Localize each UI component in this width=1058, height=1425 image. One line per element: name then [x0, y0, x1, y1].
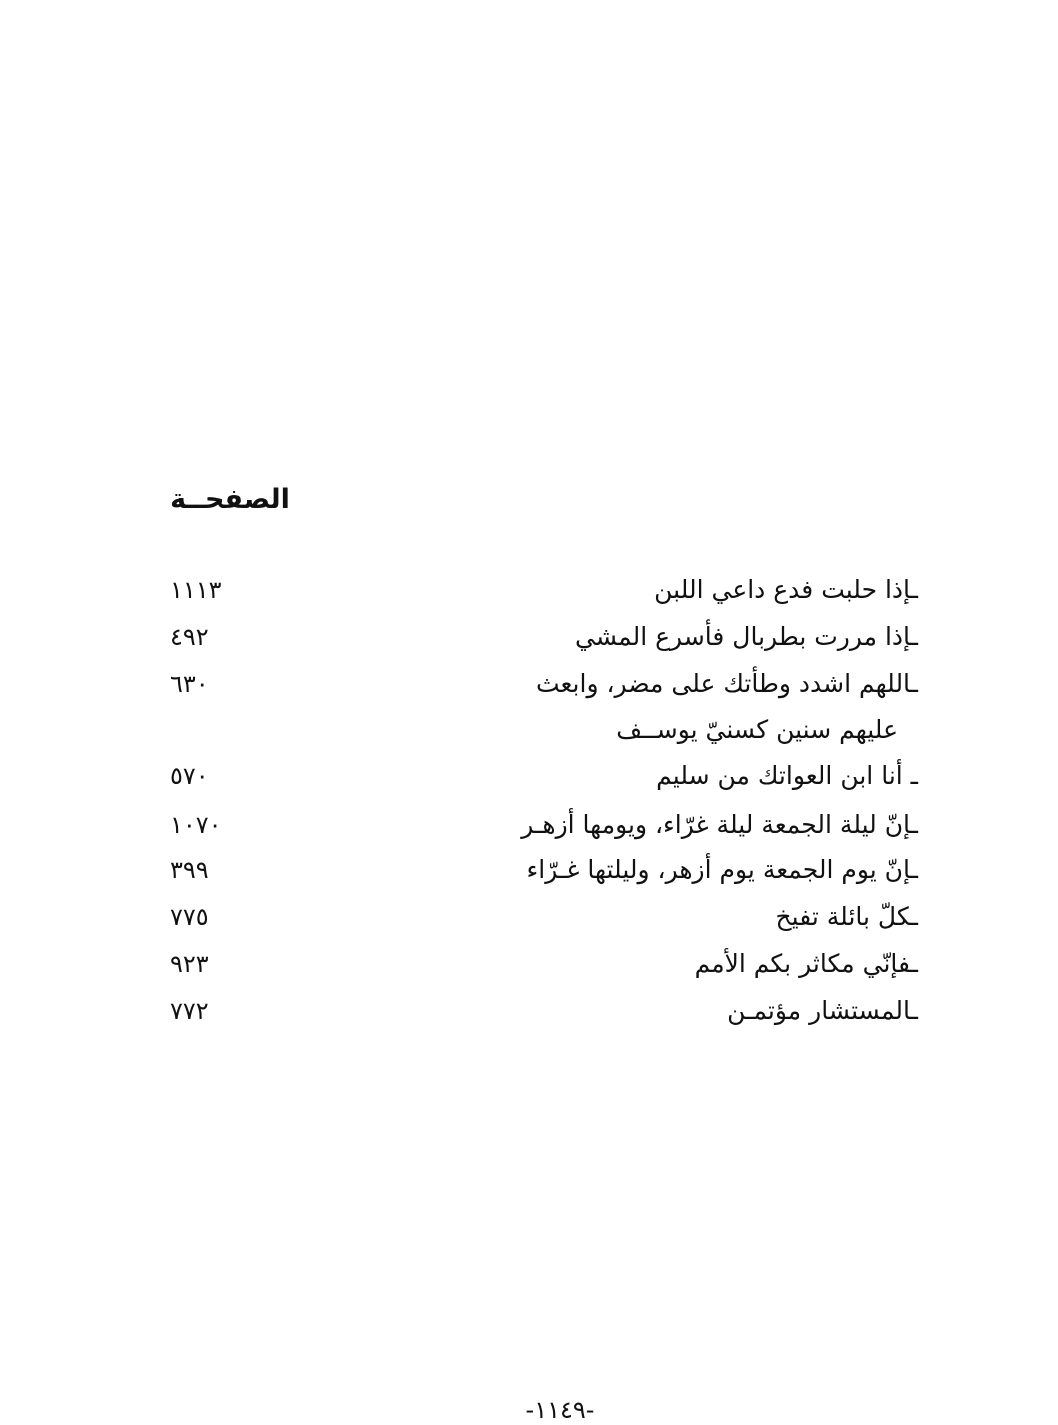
entry-page-number: ٦٣٠: [170, 670, 209, 698]
entry-text: ـالمستشار مؤتمـن: [727, 996, 918, 1025]
entry-text: ـاللهم اشدد وطأتك على مضر، وابعث: [535, 669, 918, 698]
entry-text: ـإذا حلبت فدع داعي اللبن: [654, 575, 918, 604]
footer-page-number: -١١٤٩-: [525, 1396, 595, 1424]
entry-page-number: ٩٢٣: [170, 950, 209, 978]
entry-page-number: ٤٩٢: [170, 623, 209, 651]
entry-page-number: ٧٧٥: [170, 903, 209, 931]
page-column-header: الصفحــة: [170, 484, 290, 515]
entry-page-number: ٥٧٠: [170, 762, 209, 790]
entry-page-number: ٣٩٩: [170, 856, 209, 884]
entry-text: ـإنّ ليلة الجمعة ليلة غرّاء، ويومها أزهـر: [521, 810, 918, 839]
entry-page-number: ١١١٣: [170, 576, 222, 604]
entry-text-continuation: عليهم سنين كسنيّ يوســف: [616, 715, 898, 744]
entry-text: ـإنّ يوم الجمعة يوم أزهر، وليلتها غـرّاء: [526, 855, 918, 884]
entry-page-number: ٧٧٢: [170, 997, 209, 1025]
entry-text: ـإذا مررت بطربال فأسرع المشي: [575, 622, 918, 651]
entry-text: ـكلّ بائلة تفيخ: [775, 902, 918, 931]
entry-text: ـفإنّي مكاثر بكم الأمم: [694, 949, 918, 978]
entry-page-number: ١٠٧٠: [170, 811, 222, 839]
entry-text: ـ أنا ابن العواتك من سليم: [656, 761, 918, 790]
